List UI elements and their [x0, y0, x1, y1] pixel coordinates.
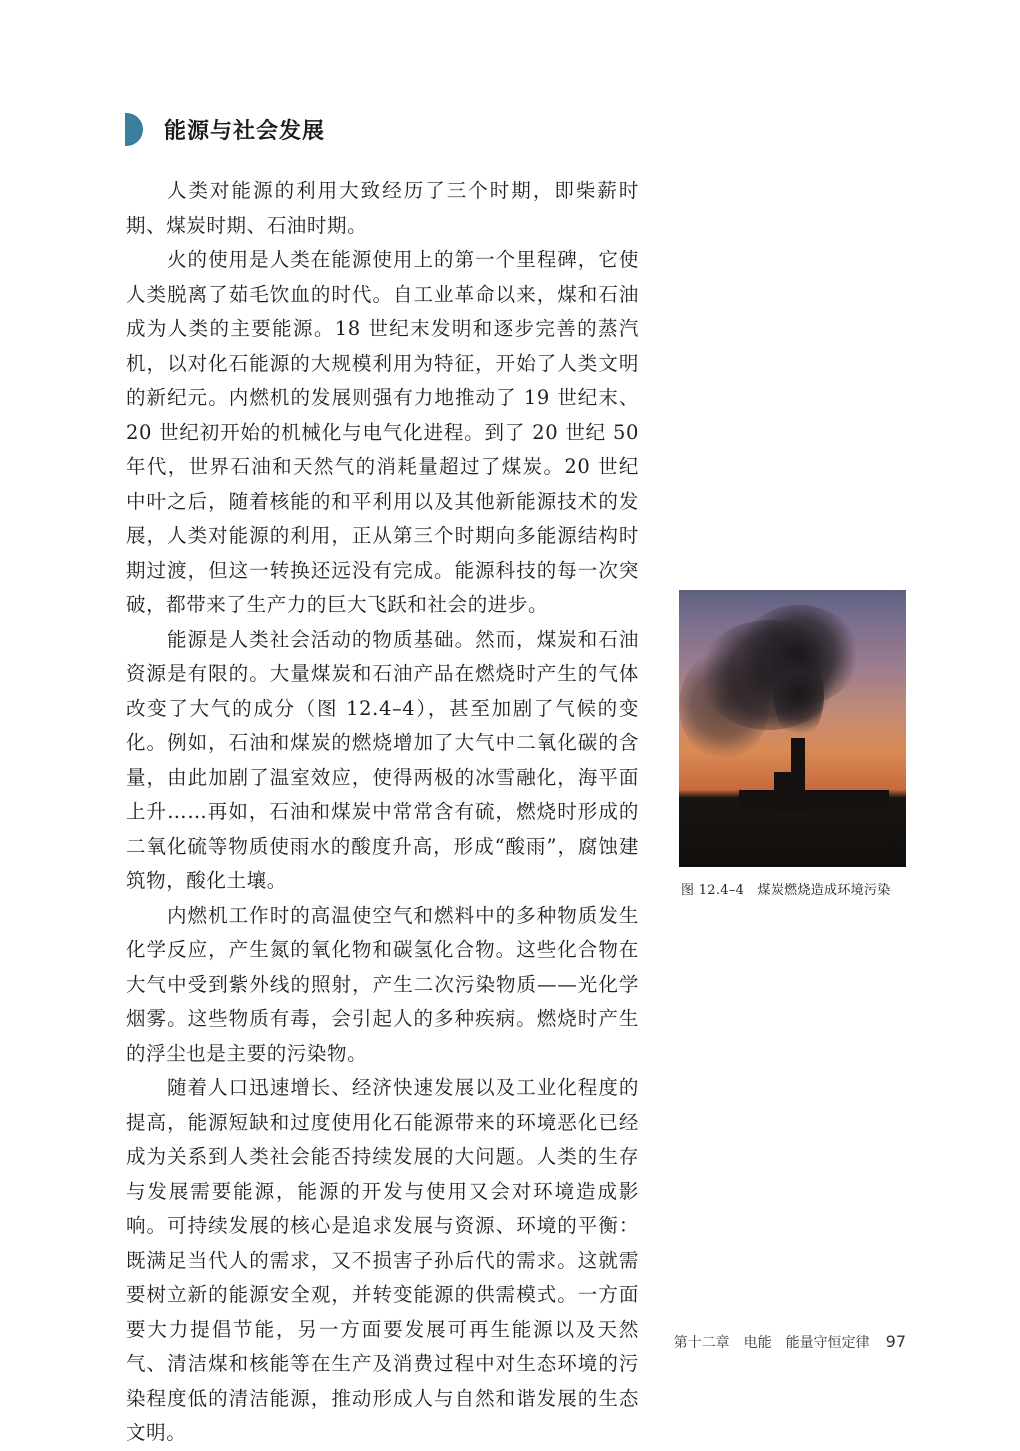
body-text: [126, 174, 639, 1451]
paragraph: 能源是人类社会活动的物质基础。然而，煤炭和石油资源是有限的。大量煤炭和石油产品在燃烧时产生的气体改变了大气的成分（图 12.4–4），甚至加剧了气候的变化。例如，石油和煤炭的燃烧增加了大气中二氧化碳的含量，由此加剧了温室效应，使得两极的冰雪融化，海平面上升……再如，石油和煤炭中常常含有硫，燃烧时形成的二氧化硫等物质使雨水的酸度升高，形成“酸雨”，腐蚀建筑物，酸化土壤。: [126, 627, 639, 892]
figure: [679, 590, 906, 898]
page-footer: [660, 1332, 906, 1352]
footer-chapter: 第十二章: [673, 1335, 730, 1351]
paragraph: 随着人口迅速增长、经济快速发展以及工业化程度的提高，能源短缺和过度使用化石能源带来的环境恶化已经成为关系到人类社会能否持续发展的大问题。人类的生存与发展需要能源，能源的开发与使用又会对环境造成影响。可持续发展的核心是追求发展与资源、环境的平衡：既满足当代人的需求，又不损害子孙后代的需求。这就需要树立新的能源安全观，并转变能源的供需模式。一方面要大力提倡节能，另一方面要发展可再生能源以及天然气、清洁煤和核能等在生产及消费过程中对生态环境的污染程度低的清洁能源，推动形成人与自然和谐发展的生态文明。: [126, 1076, 639, 1444]
section-title: 能源与社会发展: [164, 118, 326, 144]
factory-skyline: [739, 790, 889, 810]
smoke-plume: [774, 650, 824, 740]
section-heading: [125, 110, 325, 148]
pollution-photo: [679, 590, 906, 867]
paragraph: 内燃机工作时的高温使空气和燃料中的多种物质发生化学反应，产生氮的氧化物和碳氢化合物。这些化合物在大气中受到紫外线的照射，产生二次污染物质——光化学烟雾。这些物质有毒，会引起人的多种疾病。燃烧时产生的浮尘也是主要的污染物。: [126, 903, 639, 1065]
paragraph: 火的使用是人类在能源使用上的第一个里程碑，它使人类脱离了茹毛饮血的时代。自工业革命以来，煤和石油成为人类的主要能源。18 世纪末发明和逐步完善的蒸汽机，以对化石能源的大规模利用为特征，开始了人类文明的新纪元。内燃机的发展则强有力地推动了 19 世纪末、20 世纪初开始的机械化与电气化进程。到了 20 世纪 50 年代，世界石油和天然气的消耗量超过了煤炭。20 世纪中叶之后，随着核能的和平利用以及其他新能源技术的发展，人类对能源的利用，正从第三个时期向多能源结构时期过渡，但这一转换还远没有完成。能源科技的每一次突破，都带来了生产力的巨大飞跃和社会的进步。: [126, 248, 639, 616]
figure-caption: 图 12.4–4 煤炭燃烧造成环境污染: [681, 883, 891, 898]
heading-marker-icon: [125, 113, 143, 146]
paragraph: 人类对能源的利用大致经历了三个时期，即柴薪时期、煤炭时期、石油时期。: [126, 179, 639, 237]
footer-chapter-title: 电能 能量守恒定律: [743, 1335, 870, 1351]
page-number: 97: [885, 1332, 906, 1351]
smoke-cloud: [679, 650, 769, 760]
